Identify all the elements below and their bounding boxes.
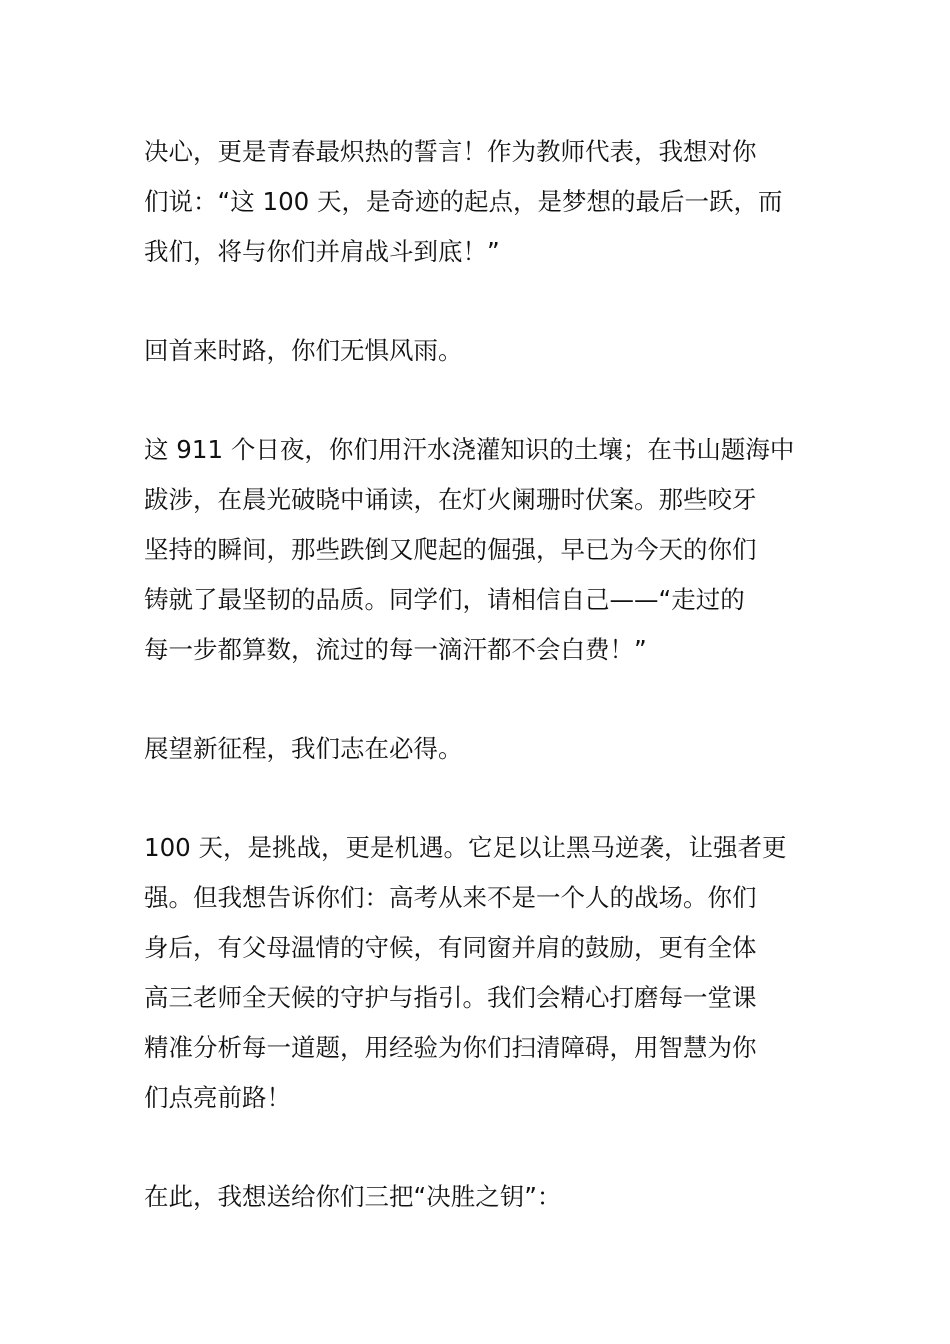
paragraph-4 (144, 724, 808, 774)
text-line: 坚持的瞬间，那些跌倒又爬起的倔强，早已为今天的你们 (144, 535, 757, 564)
paragraph-3 (144, 425, 808, 675)
text-line: 每一步都算数，流过的每一滴汗都不会白费！” (144, 635, 647, 664)
text-line: 这 911 个日夜，你们用汗水浇灌知识的土壤；在书山题海中 (144, 435, 795, 464)
text-line: 身后，有父母温情的守候，有同窗并肩的鼓励，更有全体 (144, 933, 757, 962)
text-line: 在此，我想送给你们三把“决胜之钥”： (144, 1182, 562, 1211)
text-line: 们说：“这 100 天，是奇迹的起点，是梦想的最后一跃，而 (144, 187, 783, 216)
text-line: 们点亮前路！ (144, 1083, 291, 1112)
text-line: 展望新征程，我们志在必得。 (144, 734, 463, 763)
text-line: 决心，更是青春最炽热的誓言！作为教师代表，我想对你 (144, 137, 757, 166)
text-line: 我们，将与你们并肩战斗到底！” (144, 237, 500, 266)
paragraph-2 (144, 326, 808, 376)
text-line: 高三老师全天候的守护与指引。我们会精心打磨每一堂课 (144, 983, 757, 1012)
text-line: 回首来时路，你们无惧风雨。 (144, 336, 463, 365)
paragraph-1 (144, 127, 808, 277)
document-body (144, 127, 808, 1271)
paragraph-6 (144, 1172, 808, 1222)
paragraph-5 (144, 823, 808, 1123)
text-line: 强。但我想告诉你们：高考从来不是一个人的战场。你们 (144, 883, 757, 912)
text-line: 100 天，是挑战，更是机遇。它足以让黑马逆袭，让强者更 (144, 833, 787, 862)
text-line: 精准分析每一道题，用经验为你们扫清障碍，用智慧为你 (144, 1033, 757, 1062)
text-line: 铸就了最坚韧的品质。同学们，请相信自己——“走过的 (144, 585, 745, 614)
text-line: 跋涉，在晨光破晓中诵读，在灯火阑珊时伏案。那些咬牙 (144, 485, 757, 514)
